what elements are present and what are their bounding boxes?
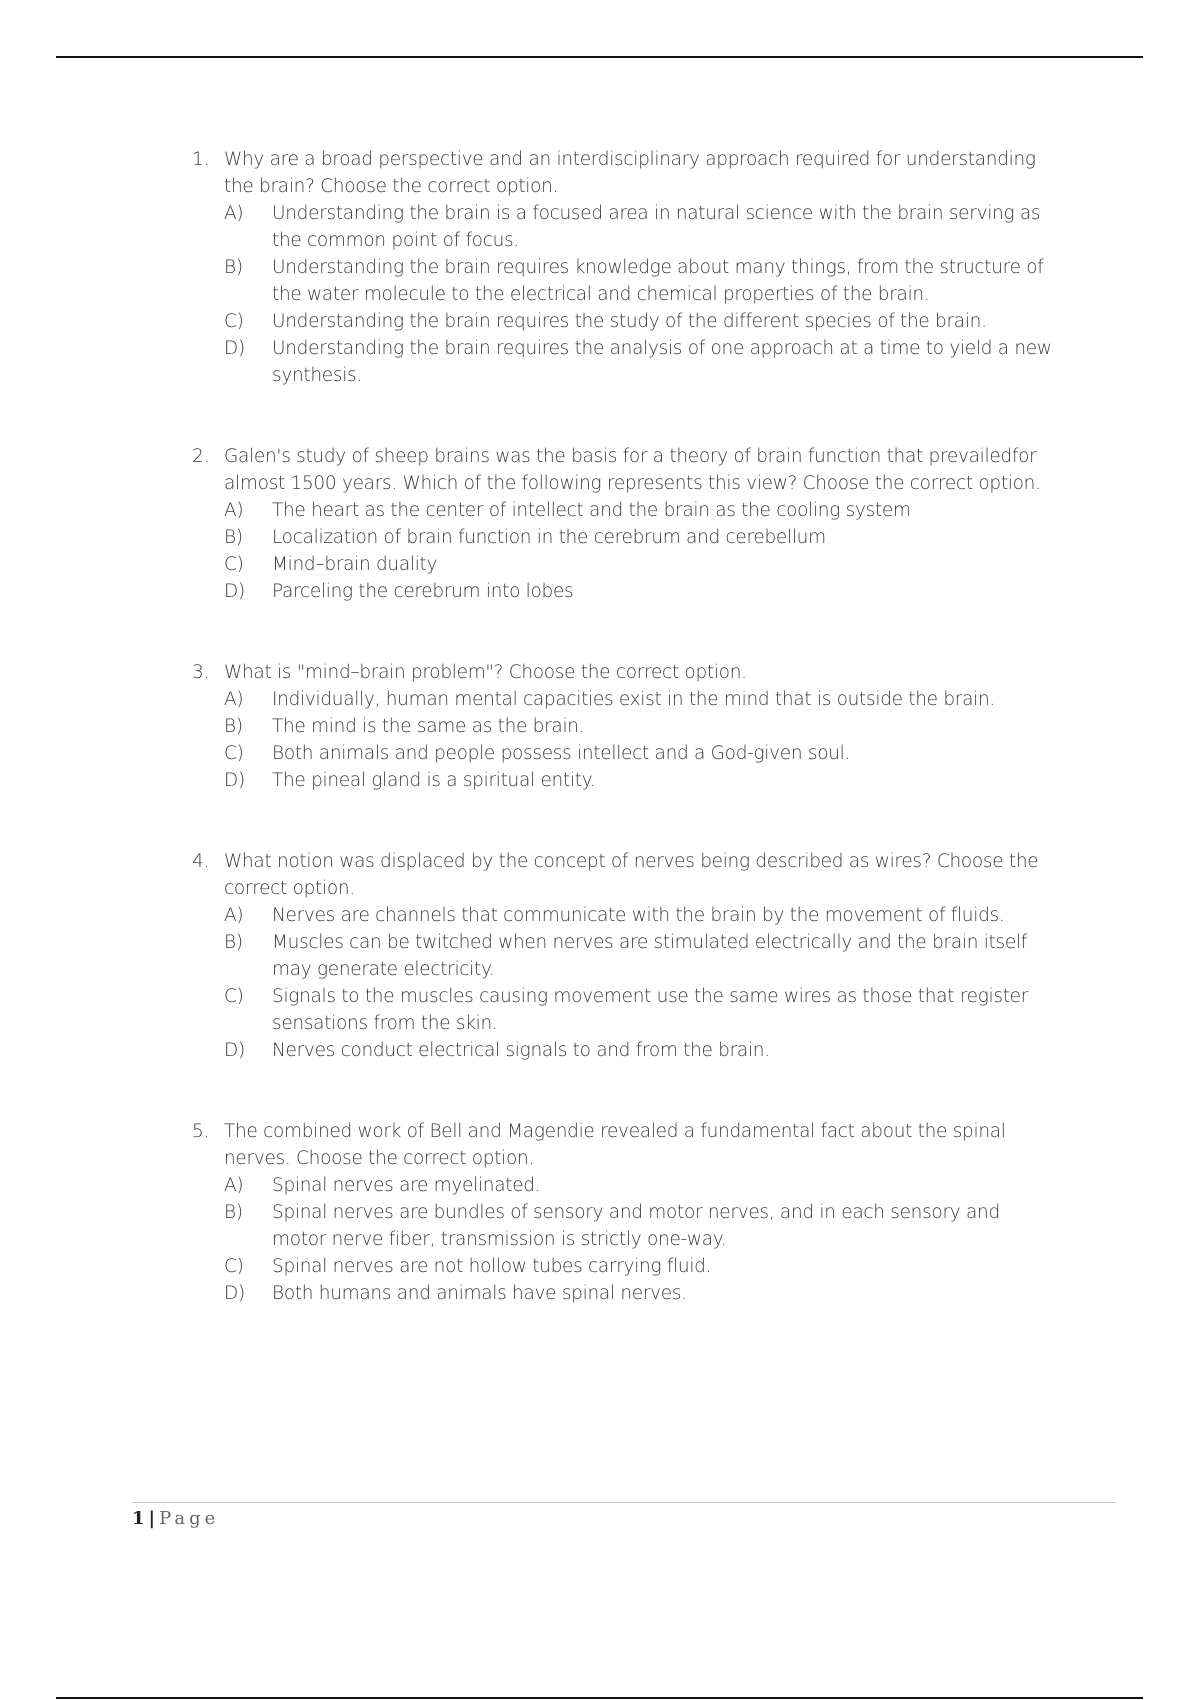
option-text: Mind–brain duality — [272, 554, 438, 575]
option-b — [192, 524, 1052, 551]
option-letter: C) — [224, 554, 244, 575]
option-text: Both humans and animals have spinal nerves. — [272, 1283, 687, 1304]
option-letter: A) — [224, 1175, 244, 1196]
question-5 — [192, 1118, 1052, 1307]
option-text: Individually, human mental capacities exist in the mind that is outside the brain. — [272, 689, 995, 710]
option-b — [192, 254, 1052, 308]
question-number: 1. — [192, 149, 210, 170]
option-letter: C) — [224, 986, 244, 1007]
option-d — [192, 1280, 1052, 1307]
option-letter: B) — [224, 1202, 243, 1223]
option-a — [192, 200, 1052, 254]
option-text: Understanding the brain requires knowledge about many things, from the structure of the water molecule to the electrical and chemical properties of the brain. — [272, 257, 1044, 305]
option-letter: B) — [224, 716, 243, 737]
option-letter: D) — [224, 1283, 245, 1304]
page-label: Page — [159, 1508, 220, 1529]
option-text: Understanding the brain is a focused area in natural science with the brain serving as the common point of focus. — [272, 203, 1041, 251]
question-2 — [192, 443, 1052, 605]
option-c — [192, 740, 1052, 767]
option-letter: A) — [224, 203, 244, 224]
page-footer — [132, 1508, 219, 1529]
option-a — [192, 1172, 1052, 1199]
option-b — [192, 713, 1052, 740]
option-letter: D) — [224, 1040, 245, 1061]
option-letter: C) — [224, 311, 244, 332]
option-d — [192, 578, 1052, 605]
option-text: Spinal nerves are myelinated. — [272, 1175, 541, 1196]
question-number: 4. — [192, 851, 210, 872]
option-letter: A) — [224, 905, 244, 926]
question-text: The combined work of Bell and Magendie revealed a fundamental fact about the spinal nerves. Choose the correct option. — [224, 1121, 1006, 1169]
question-number: 3. — [192, 662, 210, 683]
question-text: What notion was displaced by the concept of nerves being described as wires? Choose the correct option. — [224, 851, 1039, 899]
header-rule — [56, 56, 1143, 58]
bottom-rule — [56, 1697, 1143, 1699]
question-number: 5. — [192, 1121, 210, 1142]
option-letter: B) — [224, 932, 243, 953]
option-text: Nerves conduct electrical signals to and from the brain. — [272, 1040, 770, 1061]
question-4 — [192, 848, 1052, 1064]
question-text: Galen's study of sheep brains was the basis for a theory of brain function that prevailedfor almost 1500 years. Which of the following represents this view? Choose the correct option. — [224, 446, 1041, 494]
question-text: What is "mind–brain problem"? Choose the correct option. — [224, 662, 747, 683]
option-letter: C) — [224, 1256, 244, 1277]
option-b — [192, 1199, 1052, 1253]
option-b — [192, 929, 1052, 983]
question-list — [192, 146, 1052, 1361]
option-d — [192, 767, 1052, 794]
option-text: Both animals and people possess intellect and a God-given soul. — [272, 743, 851, 764]
option-letter: A) — [224, 689, 244, 710]
option-c — [192, 1253, 1052, 1280]
option-letter: D) — [224, 770, 245, 791]
option-text: Spinal nerves are bundles of sensory and motor nerves, and in each sensory and motor nerve fiber, transmission is strictly one-way. — [272, 1202, 1000, 1250]
option-text: Understanding the brain requires the analysis of one approach at a time to yield a new synthesis. — [272, 338, 1052, 386]
option-letter: B) — [224, 257, 243, 278]
question-text: Why are a broad perspective and an interdisciplinary approach required for understanding the brain? Choose the correct option. — [224, 149, 1036, 197]
option-text: The mind is the same as the brain. — [272, 716, 585, 737]
option-letter: C) — [224, 743, 244, 764]
option-a — [192, 497, 1052, 524]
option-text: Localization of brain function in the cerebrum and cerebellum — [272, 527, 826, 548]
option-letter: D) — [224, 581, 245, 602]
question-3 — [192, 659, 1052, 794]
option-a — [192, 686, 1052, 713]
page-number: 1 — [132, 1508, 145, 1529]
option-d — [192, 1037, 1052, 1064]
option-text: Muscles can be twitched when nerves are stimulated electrically and the brain itself may generate electricity. — [272, 932, 1027, 980]
option-letter: D) — [224, 338, 245, 359]
option-text: The heart as the center of intellect and the brain as the cooling system — [272, 500, 911, 521]
footer-rule — [132, 1502, 1116, 1503]
option-c — [192, 983, 1052, 1037]
option-d — [192, 335, 1052, 389]
option-text: The pineal gland is a spiritual entity. — [272, 770, 596, 791]
option-text: Spinal nerves are not hollow tubes carrying fluid. — [272, 1256, 712, 1277]
option-text: Signals to the muscles causing movement use the same wires as those that register sensations from the skin. — [272, 986, 1029, 1034]
option-c — [192, 308, 1052, 335]
option-c — [192, 551, 1052, 578]
question-1 — [192, 146, 1052, 389]
option-text: Understanding the brain requires the study of the different species of the brain. — [272, 311, 987, 332]
option-letter: B) — [224, 527, 243, 548]
question-number: 2. — [192, 446, 210, 467]
option-text: Nerves are channels that communicate with the brain by the movement of fluids. — [272, 905, 1005, 926]
option-a — [192, 902, 1052, 929]
option-text: Parceling the cerebrum into lobes — [272, 581, 574, 602]
footer-separator: | — [148, 1508, 156, 1529]
option-letter: A) — [224, 500, 244, 521]
